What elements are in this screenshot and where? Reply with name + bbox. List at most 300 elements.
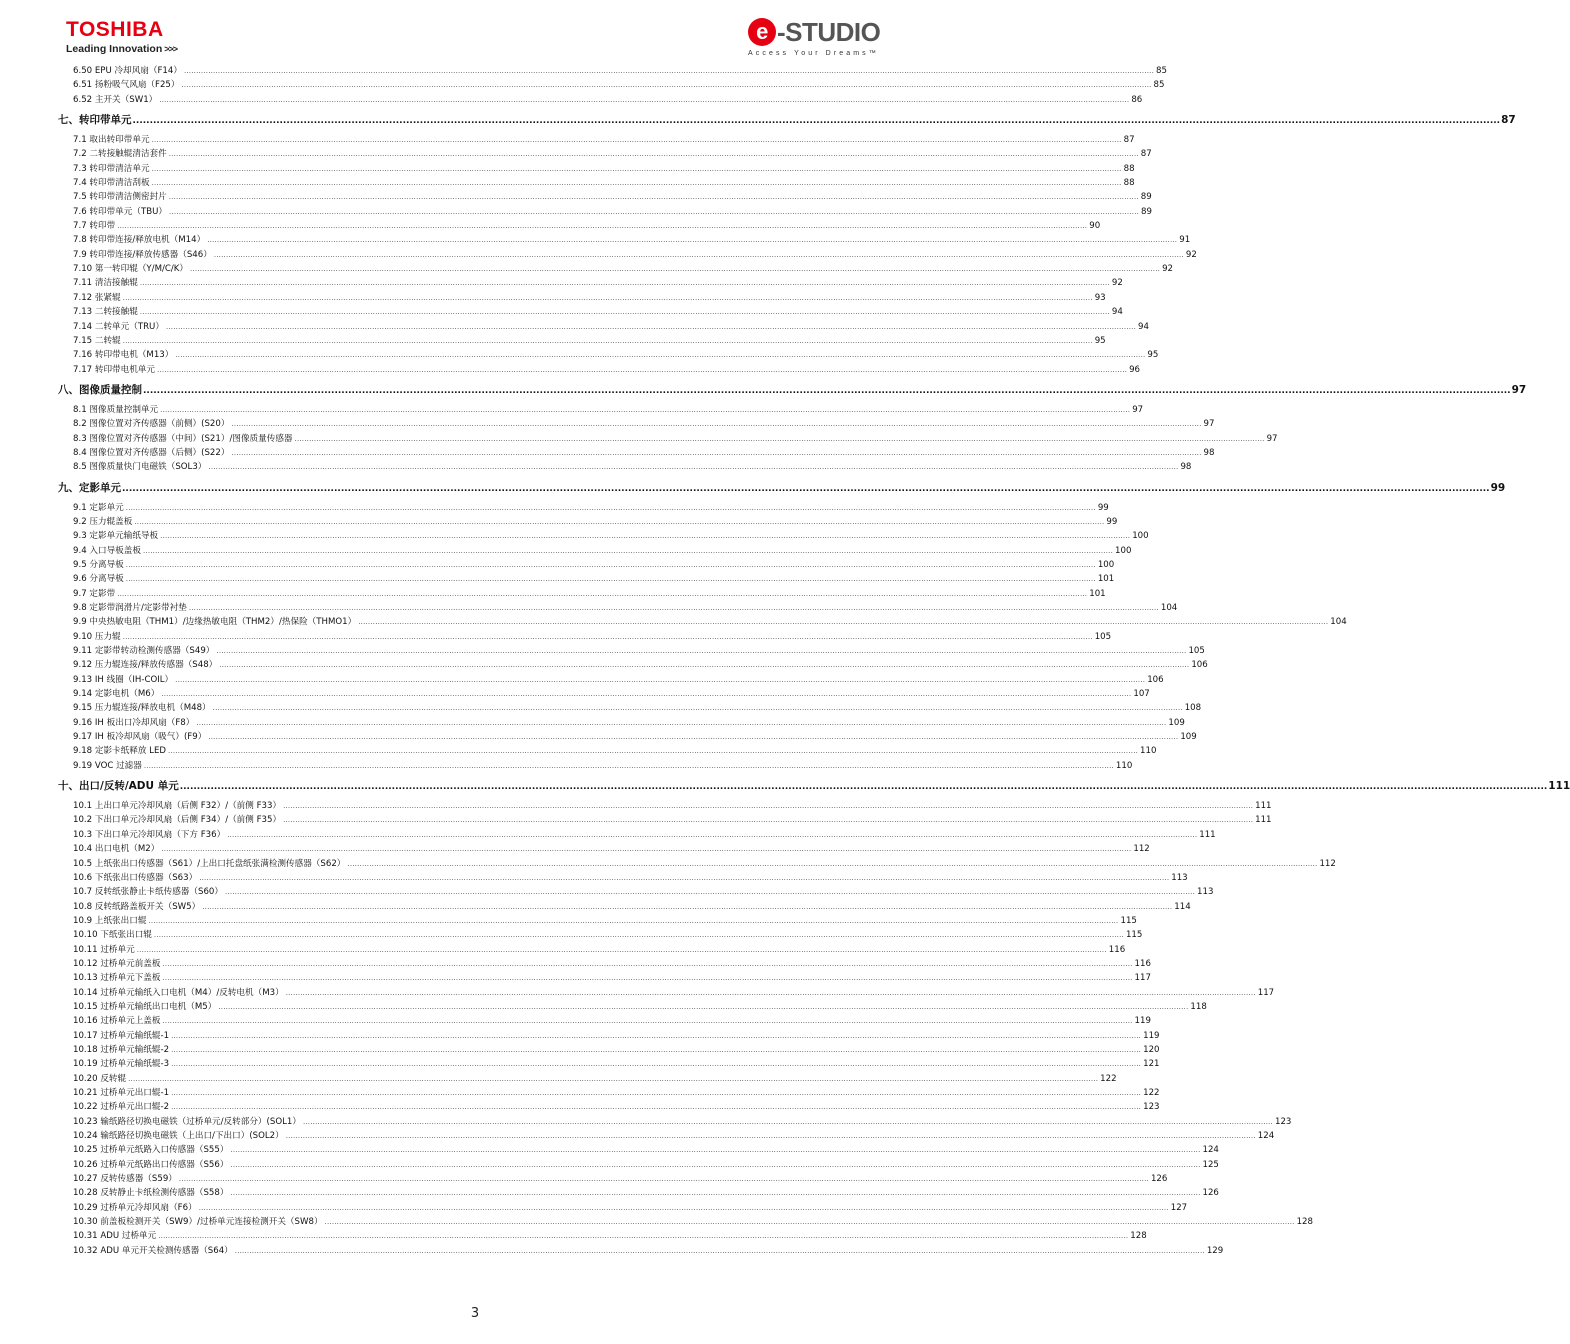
toc-entry-title: 9.7 定影带: [73, 588, 116, 599]
toc-entry-title: 9.13 IH 线圈（IH-COIL）: [73, 674, 174, 685]
toc-entry-page: 111: [1255, 801, 1272, 812]
dot-leader: ................................................................................................................................................................................................................................................................................................................................................................................................................: [158, 1232, 1129, 1241]
toc-entry-title: 10.27 反转传感器（S59）: [73, 1174, 177, 1185]
toc-entry[interactable]: [56, 572, 1115, 586]
toc-entry[interactable]: [56, 986, 1275, 1000]
toc-entry[interactable]: [56, 957, 1151, 971]
toc-entry[interactable]: [56, 828, 1216, 842]
toc-entry[interactable]: [56, 515, 1118, 529]
toc-entry[interactable]: [56, 1072, 1117, 1086]
toc-entry-page: 119: [1134, 1016, 1151, 1027]
toc-entry-title: 9.14 定影电机（M6）: [73, 689, 160, 700]
toc-entry-page: 126: [1150, 1174, 1168, 1185]
toc-entry[interactable]: [56, 842, 1150, 856]
toc-entry[interactable]: [56, 233, 1191, 247]
toc-entry-title: 10.19 过桥单元输纸辊-3: [73, 1059, 170, 1070]
toc-entry[interactable]: [56, 1014, 1151, 1028]
toc-entry-page: 109: [1168, 717, 1185, 728]
toc-entry-title: 10.6 下纸张出口传感器（S63）: [73, 872, 198, 883]
toc-entry-title: 7.1 取出转印带单元: [73, 135, 150, 146]
dot-leader: ................................................................................................................................................................................................................................................................................................................................................................................................................: [207, 236, 1178, 245]
toc-entry[interactable]: [56, 871, 1188, 885]
toc-entry[interactable]: [56, 1244, 1224, 1258]
toc-entry[interactable]: [56, 1129, 1275, 1143]
toc-entry-page: 97: [1132, 404, 1144, 415]
toc-entry-title: 7.7 转印带: [73, 221, 116, 232]
toc-entry-page: 105: [1094, 631, 1112, 642]
toc-entry-title: 10.16 过桥单元上盖板: [73, 1016, 161, 1027]
dot-leader: ................................................................................................................................................................................................................................................................................................................................................................................................................: [162, 974, 1133, 983]
toc-entry[interactable]: [56, 1172, 1168, 1186]
toc-entry[interactable]: [56, 630, 1112, 644]
dot-leader: ................................................................................................................................................................................................................................................................................................................................................................................................................: [125, 503, 1096, 512]
page-number: 3: [470, 1306, 480, 1321]
toc-entry[interactable]: [56, 248, 1197, 262]
toc-entry-page: 117: [1257, 987, 1275, 998]
toc-entry-title: 9.4 入口导板盖板: [73, 545, 141, 556]
dot-leader: ................................................................................................................................................................................................................................................................................................................................................................................................................: [212, 704, 1183, 713]
toc-entry-page: 125: [1202, 1159, 1219, 1170]
toc-entry[interactable]: [56, 928, 1143, 942]
dot-leader: ................................................................................................................................................................................................................................................................................................................................................................................................................: [227, 830, 1198, 839]
toc-entry[interactable]: [56, 78, 1165, 92]
toc-entry-page: 99: [1106, 516, 1118, 527]
toc-entry-page: 97: [1511, 383, 1527, 396]
toc-entry[interactable]: [56, 971, 1151, 985]
dot-leader: ................................................................................................................................................................................................................................................................................................................................................................................................................: [224, 888, 1196, 897]
toc-entry-page: 97: [1266, 433, 1278, 444]
toc-entry-title: 9.2 压力辊盖板: [73, 516, 133, 527]
toc-entry-page: 123: [1143, 1102, 1160, 1113]
toc-entry-title: 6.52 主开关（SW1）: [73, 94, 158, 105]
toc-entry[interactable]: [56, 701, 1202, 715]
toc-entry[interactable]: [56, 460, 1192, 474]
toc-entry-title: 6.50 EPU 冷却风扇（F14）: [73, 66, 182, 76]
dot-leader: ................................................................................................................................................................................................................................................................................................................................................................................................................: [143, 385, 1511, 396]
toc-entry-title: 十、出口/反转/ADU 单元: [58, 780, 179, 793]
dot-leader: ................................................................................................................................................................................................................................................................................................................................................................................................................: [171, 1045, 1142, 1054]
toc-entry[interactable]: [56, 558, 1115, 572]
toc-entry[interactable]: [56, 716, 1185, 730]
toc-entry[interactable]: [56, 1057, 1160, 1071]
toc-entry[interactable]: [56, 744, 1157, 758]
toc-entry-title: 9.5 分离导板: [73, 559, 124, 570]
toc-entry-page: 117: [1134, 973, 1151, 984]
toc-entry[interactable]: [56, 885, 1214, 899]
toc-entry-page: 114: [1174, 901, 1191, 912]
toc-entry-page: 93: [1094, 292, 1106, 303]
toc-entry-page: 122: [1100, 1073, 1117, 1084]
toc-entry[interactable]: [56, 914, 1137, 928]
toc-entry-page: 101: [1089, 588, 1106, 599]
dot-leader: ................................................................................................................................................................................................................................................................................................................................................................................................................: [190, 265, 1161, 274]
toc-entry-title: 10.23 输纸路径切换电磁铁（过桥单元/反转部分）(SOL1）: [73, 1116, 301, 1127]
toc-entry-title: 7.9 转印带连接/释放传感器（S46）: [73, 249, 212, 260]
toc-entry[interactable]: [56, 162, 1135, 176]
toc-entry[interactable]: [56, 799, 1272, 813]
toc-entry-title: 9.9 中央热敏电阻（THM1）/边缘热敏电阻（THM2）/热保险（THMO1）: [73, 617, 357, 628]
dot-leader: ................................................................................................................................................................................................................................................................................................................................................................................................................: [125, 575, 1096, 584]
toc-entry-page: 115: [1120, 915, 1137, 926]
toc-entry-title: 10.11 过桥单元: [73, 944, 135, 955]
toc-entry-title: 8.1 图像质量控制单元: [73, 404, 159, 415]
brand-tagline: [66, 43, 177, 55]
toc-entry[interactable]: [56, 943, 1126, 957]
dot-leader: ................................................................................................................................................................................................................................................................................................................................................................................................................: [161, 690, 1132, 699]
toc-entry-title: 10.24 输纸路径切换电磁铁（上出口/下出口）(SOL2）: [73, 1131, 284, 1142]
toc-entry-page: 91: [1179, 235, 1191, 246]
toc-entry[interactable]: [56, 544, 1132, 558]
tagline-text: Leading Innovation: [66, 43, 163, 55]
toc-entry-title: 8.3 图像位置对齐传感器（中间）(S21）/图像质量传感器: [73, 433, 293, 444]
toc-entry[interactable]: [56, 1086, 1160, 1100]
toc-entry-page: 100: [1132, 531, 1149, 542]
toc-entry-page: 92: [1111, 278, 1123, 289]
toc-entry-page: 101: [1097, 574, 1115, 585]
toc-entry-page: 87: [1140, 149, 1152, 160]
dot-leader: ................................................................................................................................................................................................................................................................................................................................................................................................................: [139, 308, 1110, 317]
toc-entry-title: 10.5 上纸张出口传感器（S61）/上出口托盘纸张满检测传感器（S62）: [73, 858, 346, 869]
page-header: [0, 0, 950, 64]
dot-leader: ................................................................................................................................................................................................................................................................................................................................................................................................................: [188, 604, 1159, 612]
dot-leader: ................................................................................................................................................................................................................................................................................................................................................................................................................: [231, 420, 1202, 429]
toc-entry[interactable]: [56, 334, 1106, 348]
toc-entry-title: 9.3 定影单元输纸导板: [73, 531, 159, 542]
toc-entry-page: 98: [1180, 462, 1192, 473]
toc-entry-page: 111: [1199, 829, 1216, 840]
toc-entry[interactable]: [56, 1029, 1160, 1043]
toc-entry[interactable]: [56, 615, 1347, 629]
toc-entry-title: 7.10 第一转印辊（Y/M/C/K）: [73, 264, 189, 275]
toc-entry-title: 10.29 过桥单元冷却风扇（F6）: [73, 1202, 197, 1213]
toc-entry-page: 113: [1197, 887, 1214, 898]
product-slogan: Access Your Dreams™: [748, 50, 879, 57]
toc-entry-title: 10.14 过桥单元输纸入口电机（M4）/反转电机（M3）: [73, 987, 284, 998]
dot-leader: ................................................................................................................................................................................................................................................................................................................................................................................................................: [171, 1031, 1142, 1040]
dot-leader: ................................................................................................................................................................................................................................................................................................................................................................................................................: [283, 816, 1254, 825]
toc-entry[interactable]: [56, 759, 1133, 773]
toc-entry-page: 112: [1319, 858, 1336, 869]
dot-leader: ................................................................................................................................................................................................................................................................................................................................................................................................................: [165, 322, 1136, 331]
dot-leader: ................................................................................................................................................................................................................................................................................................................................................................................................................: [157, 365, 1128, 374]
toc-entry-title: 10.28 反转静止卡纸检测传感器（S58）: [73, 1188, 229, 1199]
dot-leader: ................................................................................................................................................................................................................................................................................................................................................................................................................: [139, 279, 1110, 288]
e-studio-logo: [748, 18, 888, 57]
dot-leader: ................................................................................................................................................................................................................................................................................................................................................................................................................: [285, 1132, 1256, 1141]
toc-entry-page: 96: [1129, 364, 1141, 375]
dot-leader: ................................................................................................................................................................................................................................................................................................................................................................................................................: [160, 405, 1131, 414]
toc-entry-page: 106: [1191, 660, 1208, 671]
toc-entry-title: 9.6 分离导板: [73, 574, 124, 585]
dot-leader: ................................................................................................................................................................................................................................................................................................................................................................................................................: [134, 517, 1105, 526]
toc-entry-page: 106: [1147, 674, 1164, 685]
toc-entry[interactable]: [56, 176, 1135, 190]
dot-leader: ................................................................................................................................................................................................................................................................................................................................................................................................................: [175, 675, 1146, 684]
toc-entry-title: 10.15 过桥单元输纸出口电机（M5）: [73, 1001, 217, 1012]
toc-entry-title: 9.18 定影卡纸释放 LED: [73, 746, 166, 757]
toc-entry-page: 110: [1115, 760, 1133, 771]
dot-leader: ................................................................................................................................................................................................................................................................................................................................................................................................................: [143, 761, 1114, 770]
toc-entry[interactable]: [56, 205, 1152, 219]
toc-entry-page: 116: [1134, 958, 1151, 969]
dot-leader: ................................................................................................................................................................................................................................................................................................................................................................................................................: [153, 931, 1124, 940]
toc-entry-title: 10.31 ADU 过桥单元: [73, 1231, 157, 1242]
toc-entry-title: 7.5 转印带清洁侧密封片: [73, 192, 167, 203]
dot-leader: ................................................................................................................................................................................................................................................................................................................................................................................................................: [128, 1074, 1099, 1083]
dot-leader: ................................................................................................................................................................................................................................................................................................................................................................................................................: [199, 873, 1170, 882]
toc-entry-title: 10.13 过桥单元下盖板: [73, 973, 161, 984]
toc-entry-title: 九、定影单元: [58, 481, 121, 494]
toshiba-logo: [66, 20, 177, 55]
toc-entry-page: 92: [1162, 264, 1173, 275]
toc-entry[interactable]: [56, 291, 1106, 305]
toc-entry-title: 10.21 过桥单元出口辊-1: [73, 1088, 170, 1098]
toc-entry[interactable]: [56, 673, 1164, 687]
dot-leader: ................................................................................................................................................................................................................................................................................................................................................................................................................: [162, 959, 1133, 968]
toc-entry-page: 124: [1202, 1145, 1219, 1156]
toc-entry[interactable]: [56, 147, 1152, 161]
dot-leader: ................................................................................................................................................................................................................................................................................................................................................................................................................: [169, 207, 1140, 216]
toc-entry-page: 85: [1156, 66, 1167, 76]
toc-entry[interactable]: [56, 1158, 1219, 1172]
toc-entry-page: 95: [1147, 350, 1159, 361]
toc-entry-title: 7.3 转印带清洁单元: [73, 163, 150, 174]
toc-entry-page: 118: [1190, 1001, 1207, 1012]
toc-entry[interactable]: [56, 1201, 1188, 1215]
toc-entry[interactable]: [56, 190, 1152, 204]
dot-leader: ................................................................................................................................................................................................................................................................................................................................................................................................................: [159, 95, 1130, 104]
toc-entry-title: 7.16 转印带电机（M13）: [73, 350, 174, 361]
toc-entry-page: 88: [1123, 163, 1135, 174]
toc-entry-title: 7.13 二转接触辊: [73, 307, 138, 318]
toc-entry[interactable]: [56, 687, 1150, 701]
toc-entry[interactable]: [56, 730, 1197, 744]
dot-leader: ................................................................................................................................................................................................................................................................................................................................................................................................................: [218, 1002, 1189, 1011]
toc-entry-title: 10.7 反转纸张静止卡纸传感器（S60）: [73, 887, 223, 898]
dot-leader: ................................................................................................................................................................................................................................................................................................................................................................................................................: [168, 193, 1139, 202]
toc-entry[interactable]: [56, 857, 1336, 871]
toc-entry[interactable]: [56, 658, 1208, 672]
toc-entry-page: 119: [1143, 1030, 1160, 1041]
toc-entry-title: 7.4 转印带清洁刮板: [73, 178, 150, 189]
toc-entry-title: 10.1 上出口单元冷却风扇（后侧 F32）/（前侧 F33）: [73, 801, 282, 812]
toc-entry-page: 128: [1130, 1231, 1147, 1242]
toc-entry-page: 120: [1143, 1044, 1160, 1055]
toc-entry-page: 129: [1206, 1245, 1224, 1256]
dot-leader: ................................................................................................................................................................................................................................................................................................................................................................................................................: [171, 1089, 1142, 1097]
toc-entry[interactable]: [56, 320, 1149, 334]
toc-entry-title: 7.17 转印带电机单元: [73, 364, 156, 375]
dot-leader: ................................................................................................................................................................................................................................................................................................................................................................................................................: [151, 164, 1122, 173]
dot-leader: ................................................................................................................................................................................................................................................................................................................................................................................................................: [136, 945, 1107, 954]
toc-entry[interactable]: [56, 219, 1101, 233]
toc-entry-title: 8.5 图像质量快门电磁铁（SOL3）: [73, 462, 207, 473]
toc-entry-page: 116: [1108, 944, 1126, 955]
dot-leader: ................................................................................................................................................................................................................................................................................................................................................................................................................: [230, 1146, 1201, 1155]
dot-leader: ................................................................................................................................................................................................................................................................................................................................................................................................................: [117, 589, 1088, 598]
toc-entry[interactable]: [56, 601, 1178, 615]
brand-name: TOSHIBA: [66, 18, 164, 41]
toc-entry-title: 10.12 过桥单元前盖板: [73, 958, 161, 969]
toc-entry-title: 10.26 过桥单元纸路出口传感器（S56）: [73, 1159, 229, 1170]
toc-entry-title: 10.22 过桥单元出口辊-2: [73, 1102, 170, 1113]
toc-entry[interactable]: [56, 1000, 1207, 1014]
toc-entry-title: 7.15 二转辊: [73, 335, 121, 346]
toc-entry-page: 123: [1274, 1116, 1292, 1127]
toc-entry-title: 10.32 ADU 单元开关检测传感器（S64）: [73, 1245, 233, 1256]
dot-leader: ................................................................................................................................................................................................................................................................................................................................................................................................................: [196, 718, 1167, 727]
dot-leader: ................................................................................................................................................................................................................................................................................................................................................................................................................: [181, 81, 1152, 90]
toc-entry-page: 108: [1184, 703, 1202, 714]
toc-entry-page: 104: [1160, 603, 1178, 613]
toc-entry[interactable]: [56, 1115, 1292, 1129]
toc-entry-title: 10.3 下出口单元冷却风扇（下方 F36）: [73, 829, 226, 840]
dot-leader: ................................................................................................................................................................................................................................................................................................................................................................................................................: [213, 250, 1184, 259]
dot-leader: ................................................................................................................................................................................................................................................................................................................................................................................................................: [358, 618, 1329, 627]
toc-entry[interactable]: [56, 403, 1144, 417]
toc-entry[interactable]: [56, 1186, 1219, 1200]
toc-entry-title: 10.20 反转辊: [73, 1073, 127, 1084]
toc-entry-title: 9.15 压力辊连接/释放电机（M48）: [73, 703, 211, 714]
dot-leader: ................................................................................................................................................................................................................................................................................................................................................................................................................: [175, 351, 1146, 360]
toc-entry-page: 90: [1089, 221, 1101, 232]
toc-entry-page: 107: [1133, 689, 1150, 700]
toc-entry-page: 105: [1188, 646, 1205, 657]
toc-entry-page: 128: [1296, 1217, 1313, 1228]
toc-entry[interactable]: [56, 133, 1135, 147]
toc-entry-title: 7.14 二转单元（TRU）: [73, 321, 164, 332]
toc-entry-title: 9.16 IH 板出口冷却风扇（F8）: [73, 717, 195, 728]
dot-leader: ................................................................................................................................................................................................................................................................................................................................................................................................................: [142, 546, 1114, 555]
toc-entry-title: 10.10 下纸张出口辊: [73, 930, 152, 941]
dot-leader: ................................................................................................................................................................................................................................................................................................................................................................................................................: [168, 747, 1139, 756]
toc-entry[interactable]: [56, 305, 1123, 319]
toc-entry-page: 124: [1257, 1131, 1275, 1142]
toc-entry-title: 10.2 下出口单元冷却风扇（后侧 F34）/（前侧 F35）: [73, 815, 282, 826]
dot-leader: ................................................................................................................................................................................................................................................................................................................................................................................................................: [202, 902, 1173, 911]
toc-entry[interactable]: [56, 813, 1272, 827]
toc-entry-page: 111: [1548, 780, 1570, 793]
toc-entry-title: 9.12 压力辊连接/释放传感器（S48）: [73, 660, 218, 671]
toc-entry-title: 9.1 定影单元: [73, 502, 124, 513]
toc-entry-title: 7.8 转印带连接/释放电机（M14）: [73, 235, 206, 246]
toc-entry-page: 121: [1143, 1059, 1160, 1070]
dot-leader: ................................................................................................................................................................................................................................................................................................................................................................................................................: [151, 136, 1122, 145]
toc-section-heading[interactable]: [56, 380, 1527, 400]
toc-entry[interactable]: [56, 644, 1205, 658]
dot-leader: ................................................................................................................................................................................................................................................................................................................................................................................................................: [285, 988, 1256, 997]
toc-entry[interactable]: [56, 64, 1167, 78]
toc-entry-title: 10.18 过桥单元输纸辊-2: [73, 1044, 170, 1055]
logo-wordmark: -STUDIO: [777, 17, 881, 47]
dot-leader: ................................................................................................................................................................................................................................................................................................................................................................................................................: [162, 1017, 1133, 1026]
dot-leader: ................................................................................................................................................................................................................................................................................................................................................................................................................: [347, 859, 1318, 868]
toc-entry[interactable]: [56, 363, 1141, 377]
toc-entry[interactable]: [56, 1100, 1160, 1114]
dot-leader: ................................................................................................................................................................................................................................................................................................................................................................................................................: [183, 67, 1154, 75]
toc-entry-title: 10.17 过桥单元输纸辊-1: [73, 1030, 170, 1041]
toc-entry-page: 99: [1097, 502, 1109, 513]
toc-entry-page: 95: [1094, 335, 1106, 346]
dot-leader: ................................................................................................................................................................................................................................................................................................................................................................................................................: [171, 1060, 1142, 1069]
toc-entry-title: 7.2 二转接触辊清洁套件: [73, 149, 167, 160]
dot-leader: ................................................................................................................................................................................................................................................................................................................................................................................................................: [208, 733, 1179, 742]
toc-entry-page: 86: [1131, 94, 1143, 105]
dot-leader: ................................................................................................................................................................................................................................................................................................................................................................................................................: [294, 434, 1265, 443]
toc-entry[interactable]: [56, 417, 1215, 431]
dot-leader: ................................................................................................................................................................................................................................................................................................................................................................................................................: [230, 1160, 1201, 1169]
toc-entry-page: 97: [1203, 419, 1215, 430]
dot-leader: ................................................................................................................................................................................................................................................................................................................................................................................................................: [168, 150, 1139, 159]
toc-entry-page: 112: [1133, 844, 1150, 855]
toc-entry[interactable]: [56, 276, 1123, 290]
toc-entry-page: 111: [1255, 815, 1272, 826]
table-of-contents: [56, 64, 1570, 1258]
toc-entry-page: 127: [1170, 1202, 1188, 1213]
dot-leader: ................................................................................................................................................................................................................................................................................................................................................................................................................: [132, 116, 1501, 127]
toc-entry-title: 9.10 压力辊: [73, 631, 121, 642]
dot-leader: ................................................................................................................................................................................................................................................................................................................................................................................................................: [234, 1246, 1205, 1255]
toc-entry[interactable]: [56, 1043, 1160, 1057]
dot-leader: ................................................................................................................................................................................................................................................................................................................................................................................................................: [208, 463, 1179, 472]
toc-entry[interactable]: [56, 348, 1159, 362]
toc-entry-page: 88: [1123, 178, 1135, 189]
dot-leader: ................................................................................................................................................................................................................................................................................................................................................................................................................: [117, 222, 1088, 231]
toc-entry-page: 99: [1490, 481, 1506, 494]
toc-entry[interactable]: [56, 1143, 1219, 1157]
toc-entry-page: 92: [1185, 249, 1197, 260]
toc-entry[interactable]: [56, 900, 1191, 914]
toc-entry[interactable]: [56, 446, 1215, 460]
toc-entry-page: 115: [1125, 930, 1143, 941]
dot-leader: ................................................................................................................................................................................................................................................................................................................................................................................................................: [283, 802, 1254, 811]
toc-entry-page: 110: [1140, 746, 1157, 757]
toc-entry-page: 98: [1203, 447, 1215, 458]
dot-leader: ................................................................................................................................................................................................................................................................................................................................................................................................................: [161, 845, 1132, 854]
toc-entry-page: 94: [1138, 321, 1149, 332]
toc-section-heading[interactable]: [56, 776, 1570, 796]
dot-leader: ................................................................................................................................................................................................................................................................................................................................................................................................................: [216, 647, 1187, 656]
toc-entry-title: 9.8 定影带润滑片/定影带衬垫: [73, 603, 187, 613]
dot-leader: ................................................................................................................................................................................................................................................................................................................................................................................................................: [122, 632, 1093, 641]
toc-entry[interactable]: [56, 93, 1143, 107]
toc-entry-title: 10.9 上纸张出口辊: [73, 915, 147, 926]
logo-e-mark: e: [748, 18, 776, 46]
toc-entry[interactable]: [56, 432, 1278, 446]
dot-leader: ................................................................................................................................................................................................................................................................................................................................................................................................................: [230, 1189, 1201, 1198]
toc-section-heading[interactable]: [56, 478, 1506, 498]
toc-entry[interactable]: [56, 1229, 1147, 1243]
toc-entry-title: 8.4 图像位置对齐传感器（后侧）(S22）: [73, 447, 230, 458]
toc-entry-page: 122: [1143, 1088, 1160, 1098]
toc-entry-title: 7.6 转印带单元（TBU）: [73, 206, 167, 217]
toc-entry-title: 8.2 图像位置对齐传感器（前侧）(S20）: [73, 419, 230, 430]
toc-entry-title: 9.19 VOC 过滤器: [73, 760, 142, 771]
toc-section-heading[interactable]: [56, 110, 1516, 130]
dot-leader: ................................................................................................................................................................................................................................................................................................................................................................................................................: [122, 293, 1093, 302]
chevrons-icon: >>>: [164, 44, 178, 54]
toc-entry-page: 87: [1501, 114, 1516, 127]
toc-entry[interactable]: [56, 501, 1109, 515]
toc-entry[interactable]: [56, 587, 1106, 601]
toc-entry-page: 89: [1141, 206, 1152, 217]
toc-entry-title: 7.12 张紧辊: [73, 292, 121, 303]
toc-entry[interactable]: [56, 262, 1173, 276]
toc-entry[interactable]: [56, 1215, 1313, 1229]
dot-leader: ................................................................................................................................................................................................................................................................................................................................................................................................................: [148, 916, 1119, 925]
toc-entry-page: 109: [1180, 732, 1197, 743]
toc-entry[interactable]: [56, 529, 1149, 543]
